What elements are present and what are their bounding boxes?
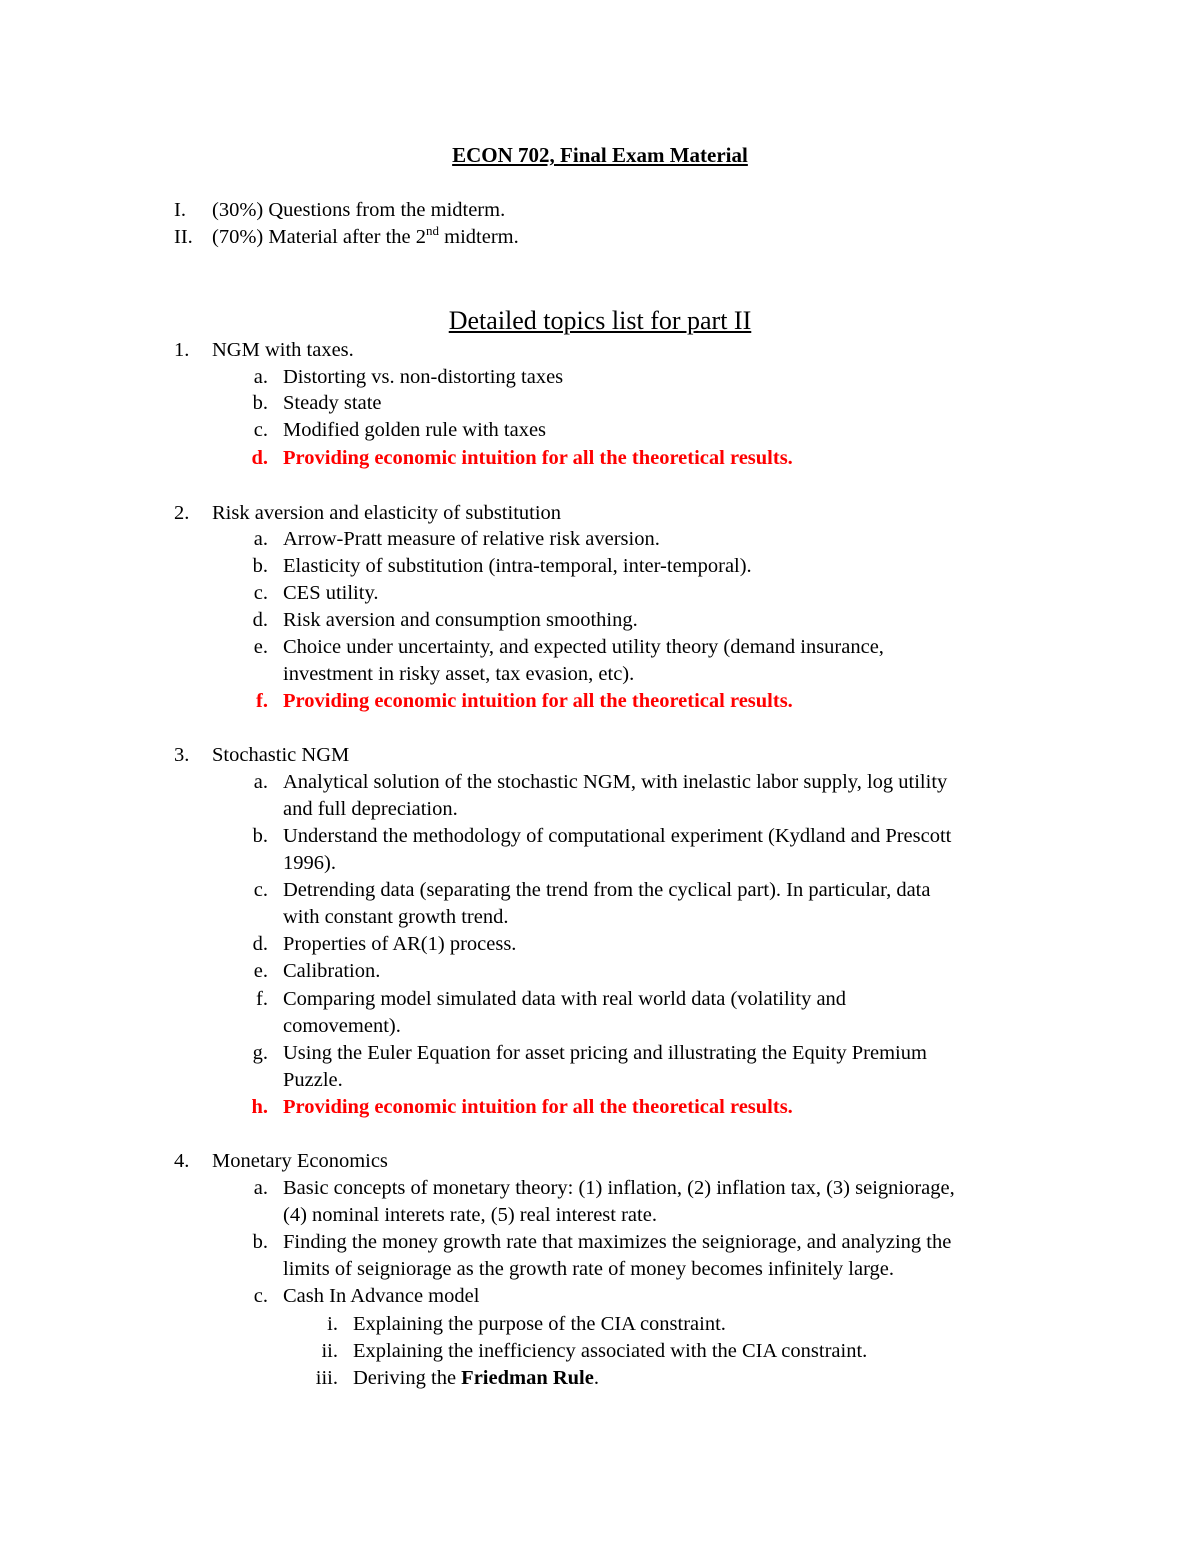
document-page: ECON 702, Final Exam Material I. (30%) Questions from the midterm. II. (70%) Material after the 2nd midterm. Detailed topics list for part II 1. NGM with taxes. a. Distorting vs. non-distorting taxes b. Steady state c. Modified golden rule with taxes d. Providing economic intuition for all the theoretical results. 2. Risk aversion and elasticity of substitution a. Arrow-Pratt measure of relative risk aversion. b. Elasticity of substitution (intra-temporal, inter-temporal). c. CES utility. d. Risk aversion and consumption smoothing. e. Choice under uncertainty, and expected utility theory (demand insurance, investment in risky asset, tax evasion, etc). f. Providing economic intuition for all the theoretical results. 3. Stochastic NGM a. Analytical solution of the stochastic NGM, with inelastic labor supply, log utility and full depreciation. b. Understand the methodology of computational experiment (Kydland and Prescott 1996). c. Detrending data (separating the trend from the cyclical part). In particular, data with constant growth trend. d. Properties of AR(1) process. e. Calibration. f. Comparing model simulated data with real world data (volatility and comovement). g. Using the Euler Equation for asset pricing and illustrating the Equity Premium Puzzle. h. Providing economic intuition for all the theoretical results. 4. Monetary Economics a. Basic concepts of monetary theory: (1) inflation, (2) inflation tax, (3) seigniorage, (4) nominal interets rate, (5) real interest rate. b. Finding the money growth rate that maximizes the seigniorage, and analyzing the limits of seigniorage as the growth rate of money becomes infinitely large. c. Cash In Advance model i. Explaining the purpose of the CIA constraint. ii. Explaining the inefficiency associated with the CIA constraint. iii. Deriving the Friedman Rule. <box>0 0 1200 1553</box>
part-mark: I. <box>174 199 186 221</box>
part-mark: II. <box>174 226 193 248</box>
part-text: (30%) Questions from the midterm. <box>212 199 506 221</box>
part-text: (70%) Material after the 2nd midterm. <box>212 223 519 248</box>
section-heading: Detailed topics list for part II <box>448 306 752 335</box>
page-title: ECON 702, Final Exam Material <box>452 143 748 167</box>
